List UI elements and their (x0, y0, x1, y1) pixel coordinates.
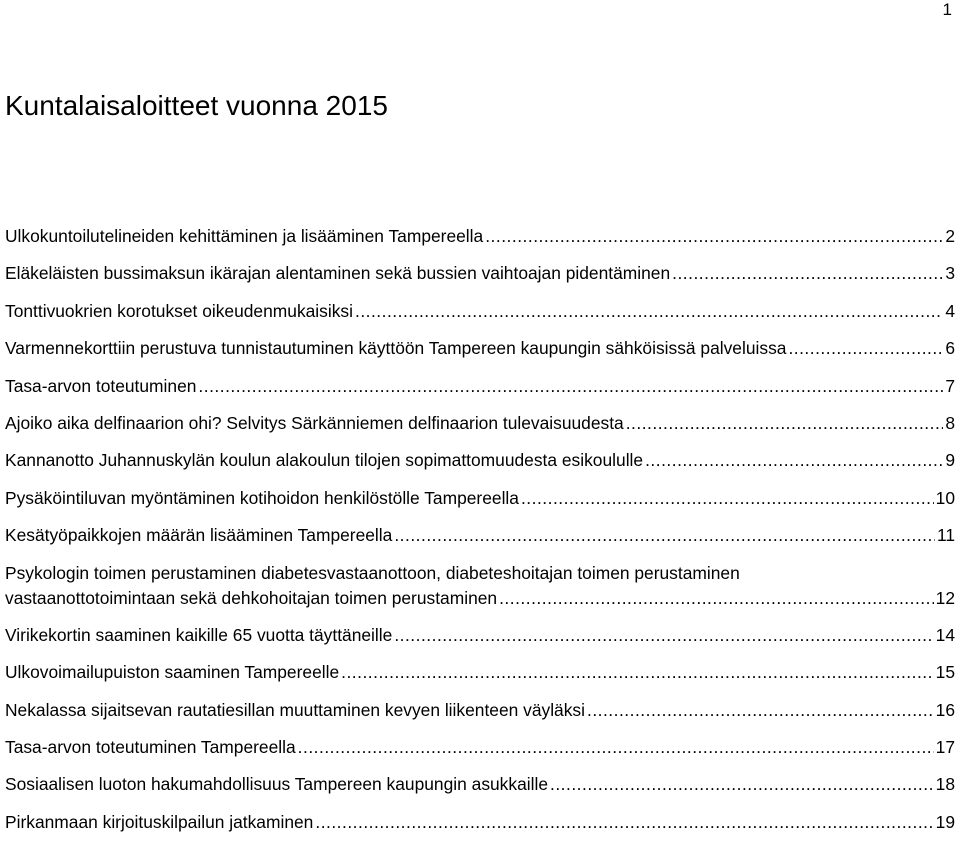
dot-leader (550, 774, 934, 794)
toc-entry-title: Tasa-arvon toteutuminen Tampereella (5, 737, 296, 758)
toc-entry-title: Tonttivuokrien korotukset oikeudenmukaisiksi (5, 300, 353, 321)
toc-entry-page: 17 (935, 737, 955, 758)
toc-entry-page: 6 (945, 338, 955, 359)
toc-entry-page: 4 (945, 300, 955, 321)
table-of-contents (5, 226, 955, 849)
dot-leader (645, 450, 943, 470)
toc-entry[interactable] (5, 413, 955, 433)
toc-entry-title: Eläkeläisten bussimaksun ikärajan alentaminen sekä bussien vaihtoajan pidentäminen (5, 263, 671, 284)
toc-entry[interactable] (5, 488, 955, 508)
toc-entry[interactable] (5, 226, 955, 246)
toc-entry-page: 2 (945, 226, 955, 246)
toc-entry[interactable] (5, 376, 955, 396)
toc-entry-page: 10 (935, 487, 955, 508)
toc-entry-title: Kannanotto Juhannuskylän koulun alakoulun tilojen sopimattomuudesta esikoululle (5, 450, 644, 471)
dot-leader (587, 700, 934, 720)
toc-entry-page: 8 (945, 412, 955, 433)
toc-entry[interactable] (5, 700, 955, 720)
toc-entry-title: Ajoiko aika delfinaarion ohi? Selvitys Särkänniemen delfinaarion tulevaisuudesta (5, 412, 624, 433)
dot-leader (315, 812, 933, 832)
dot-leader (485, 226, 943, 246)
toc-entry-title: Ulkokuntoilutelineiden kehittäminen ja lisääminen Tampereella (5, 226, 484, 246)
toc-entry-title: Pirkanmaan kirjoituskilpailun jatkaminen (5, 811, 314, 832)
toc-entry[interactable] (5, 301, 955, 321)
toc-entry-title: Varmennekorttiin perustuva tunnistautuminen käyttöön Tampereen kaupungin sähköisissä palveluissa (5, 338, 787, 359)
toc-entry-title: Virikekortin saaminen kaikille 65 vuotta täyttäneille (5, 624, 393, 645)
dot-leader (626, 413, 944, 433)
toc-entry[interactable] (5, 774, 955, 794)
dot-leader (341, 662, 934, 682)
toc-entry-page: 15 (935, 662, 955, 683)
toc-entry-page: 18 (935, 774, 955, 795)
dot-leader (521, 488, 934, 508)
page-number: 1 (942, 0, 952, 19)
toc-entry-page: 16 (935, 699, 955, 720)
dot-leader (394, 625, 933, 645)
dot-leader (672, 263, 943, 283)
toc-entry[interactable] (5, 338, 955, 358)
toc-entry-title: Sosiaalisen luoton hakumahdollisuus Tampereen kaupungin asukkaille (5, 774, 549, 795)
toc-entry-page: 3 (945, 263, 955, 284)
toc-entry[interactable] (5, 625, 955, 645)
dot-leader (788, 338, 943, 358)
toc-entry-page: 14 (935, 624, 955, 645)
toc-entry[interactable] (5, 662, 955, 682)
toc-entry-title-line1: Psykologin toimen perustaminen diabetesvastaanottoon, diabeteshoitajan toimen perustaminen (5, 562, 740, 583)
dot-leader (499, 588, 934, 608)
toc-entry[interactable] (5, 525, 955, 545)
toc-entry-title: Nekalassa sijaitsevan rautatiesillan muuttaminen kevyen liikenteen väyläksi (5, 699, 585, 720)
toc-entry[interactable] (5, 263, 955, 283)
toc-entry-title: Tasa-arvon toteutuminen (5, 375, 197, 396)
toc-entry-page: 9 (945, 450, 955, 471)
toc-entry-title: Pysäköintiluvan myöntäminen kotihoidon henkilöstölle Tampereella (5, 487, 519, 508)
toc-entry-page: 7 (945, 375, 955, 396)
toc-entry[interactable] (5, 812, 955, 832)
dot-leader (394, 525, 935, 545)
document-title: Kuntalaisaloitteet vuonna 2015 (5, 90, 388, 121)
toc-entry-page: 12 (935, 587, 955, 608)
toc-entry[interactable] (5, 737, 955, 757)
toc-entry-line2 (5, 588, 955, 608)
toc-entry-page: 11 (936, 525, 955, 546)
toc-entry-title: Ulkovoimailupuiston saaminen Tampereelle (5, 662, 340, 683)
dot-leader (355, 301, 943, 321)
toc-entry[interactable] (5, 563, 955, 608)
toc-entry-title-line2: vastaanottotoimintaan sekä dehkohoitajan toimen perustaminen (5, 587, 498, 608)
toc-entry[interactable] (5, 450, 955, 470)
dot-leader (198, 376, 943, 396)
dot-leader (298, 737, 934, 757)
toc-entry-title: Kesätyöpaikkojen määrän lisääminen Tampereella (5, 525, 393, 546)
toc-entry-page: 19 (935, 811, 955, 832)
